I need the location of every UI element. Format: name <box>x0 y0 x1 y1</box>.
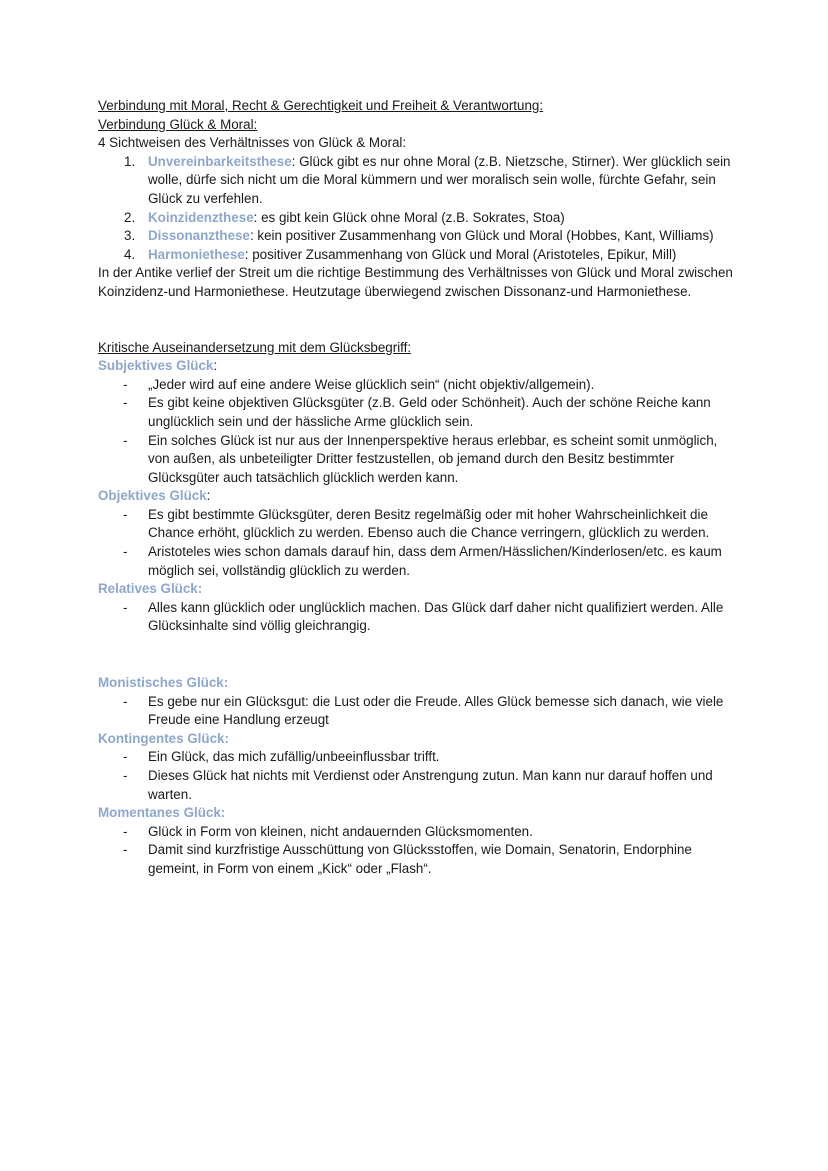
thesis-text: : kein positiver Zusammenhang von Glück und Moral (Hobbes, Kant, Williams) <box>249 228 714 244</box>
heading-suffix: : <box>206 488 211 504</box>
list-item <box>98 823 738 842</box>
list-number: 3. <box>124 228 136 244</box>
group-heading <box>98 357 738 376</box>
list-number: 4. <box>124 246 136 262</box>
heading-term: Relatives Glück: <box>98 581 203 597</box>
bullet-list <box>98 376 738 488</box>
bullet-list <box>98 748 738 804</box>
dash-bullet: - <box>123 376 128 392</box>
dash-bullet: - <box>123 599 128 615</box>
list-item <box>98 376 738 395</box>
dash-bullet: - <box>123 823 128 839</box>
group-heading <box>98 487 738 506</box>
thesis-text: : positiver Zusammenhang von Glück und Moral (Aristoteles, Epikur, Mill) <box>244 246 677 262</box>
list-item <box>98 394 738 431</box>
item-text: Damit sind kurzfristige Ausschüttung von Glücksstoffen, wie Domain, Senatorin, Endorphine gemeint, in Form von einem „Kick“ oder „Flash“. <box>148 842 692 876</box>
dash-bullet: - <box>123 432 128 448</box>
summary-paragraph: In der Antike verlief der Streit um die richtige Bestimmung des Verhältnisses von Glück und Moral zwischen Koinzidenz-und Harmoniethese. Heutzutage überwiegend zwischen Dissonanz-und Harmoniethese. <box>98 265 733 299</box>
group-heading: Monistisches Glück: <box>98 675 229 691</box>
group-heading: Momentanes Glück: <box>98 805 226 821</box>
item-text: Es gibt keine objektiven Glücksgüter (z.B. Geld oder Schönheit). Auch der schöne Reiche kann unglücklich sein und der hässliche Arme glücklich sein. <box>148 395 711 429</box>
dash-bullet: - <box>123 749 128 765</box>
thesis-term: Harmoniethese <box>148 246 245 262</box>
bullet-list <box>98 506 738 580</box>
list-item <box>98 767 738 804</box>
list-item <box>98 246 738 265</box>
list-item <box>98 209 738 228</box>
dash-bullet: - <box>123 693 128 709</box>
item-text: Alles kann glücklich oder unglücklich machen. Das Glück darf daher nicht qualifiziert werden. Alle Glücksinhalte sind völlig gleichrangig. <box>148 599 724 634</box>
list-item <box>98 693 738 730</box>
thesis-term: Unvereinbarkeitsthese <box>148 153 292 169</box>
item-text: Ein Glück, das mich zufällig/unbeeinflussbar trifft. <box>148 749 440 765</box>
group-heading: Kontingentes Glück: <box>98 730 229 746</box>
heading-term: Subjektives Glück <box>98 358 214 374</box>
item-text: Es gibt bestimmte Glücksgüter, deren Besitz regelmäßig oder mit hoher Wahrscheinlichkeit die Chance erhöht, glücklich zu werden. Ebenso auch die Chance verringern, glücklich zu werden. <box>148 506 710 541</box>
section-title: Verbindung mit Moral, Recht & Gerechtigkeit und Freiheit & Verantwortung: <box>98 98 544 113</box>
list-item <box>98 153 738 209</box>
item-text: Aristoteles wies schon damals darauf hin, dass dem Armen/Hässlichen/Kinderlosen/etc. es kaum möglich sei, vollständig glücklich zu werden. <box>148 544 722 578</box>
dash-bullet: - <box>123 395 128 411</box>
list-number: 2. <box>124 209 136 225</box>
list-item <box>98 543 738 580</box>
section-subtitle: Verbindung Glück & Moral: <box>98 116 258 132</box>
document-page <box>98 97 738 879</box>
theses-list <box>98 153 738 265</box>
bullet-list <box>98 693 738 730</box>
list-item <box>98 599 738 636</box>
item-text: „Jeder wird auf eine andere Weise glücklich sein“ (nicht objektiv/allgemein). <box>148 376 595 392</box>
dash-bullet: - <box>123 842 128 858</box>
heading-term: Objektives Glück <box>98 488 207 504</box>
bullet-list <box>98 823 738 879</box>
thesis-text: : Glück gibt es nur ohne Moral (z.B. Nietzsche, Stirner). Wer glücklich sein wolle, dürfe sich nicht um die Moral kümmern und wer moralisch sein wolle, fürchte Gefahr, sein Glück zu verfehlen. <box>148 153 731 206</box>
group-heading <box>98 580 738 599</box>
thesis-term: Dissonanzthese <box>148 228 250 244</box>
list-item <box>98 841 738 878</box>
item-text: Es gebe nur ein Glücksgut: die Lust oder die Freude. Alles Glück bemesse sich danach, wie viele Freude eine Handlung erzeugt <box>148 693 724 728</box>
list-number: 1. <box>124 153 136 169</box>
item-text: Ein solches Glück ist nur aus der Innenperspektive heraus erlebbar, es scheint somit unmöglich, von außen, als unbeteiligter Dritter festzustellen, ob jemand durch den Besitz bestimmter Glücksgüter auch tatsächlich glücklich werden kann. <box>148 432 718 485</box>
list-item <box>98 748 738 767</box>
item-text: Dieses Glück hat nichts mit Verdienst oder Anstrengung zutun. Man kann nur darauf hoffen und warten. <box>148 768 713 802</box>
list-item <box>98 227 738 246</box>
bullet-list <box>98 599 738 636</box>
section-title: Kritische Auseinandersetzung mit dem Glücksbegriff: <box>98 339 412 355</box>
dash-bullet: - <box>123 506 128 522</box>
heading-suffix: : <box>213 358 218 374</box>
dash-bullet: - <box>123 768 128 783</box>
thesis-text: : es gibt kein Glück ohne Moral (z.B. Sokrates, Stoa) <box>253 209 565 225</box>
intro-text: 4 Sichtweisen des Verhältnisses von Glück & Moral: <box>98 135 407 151</box>
thesis-term: Koinzidenzthese <box>148 209 254 225</box>
list-item <box>98 506 738 543</box>
item-text: Glück in Form von kleinen, nicht andauernden Glücksmomenten. <box>148 823 533 839</box>
list-item <box>98 432 738 488</box>
dash-bullet: - <box>123 544 128 560</box>
